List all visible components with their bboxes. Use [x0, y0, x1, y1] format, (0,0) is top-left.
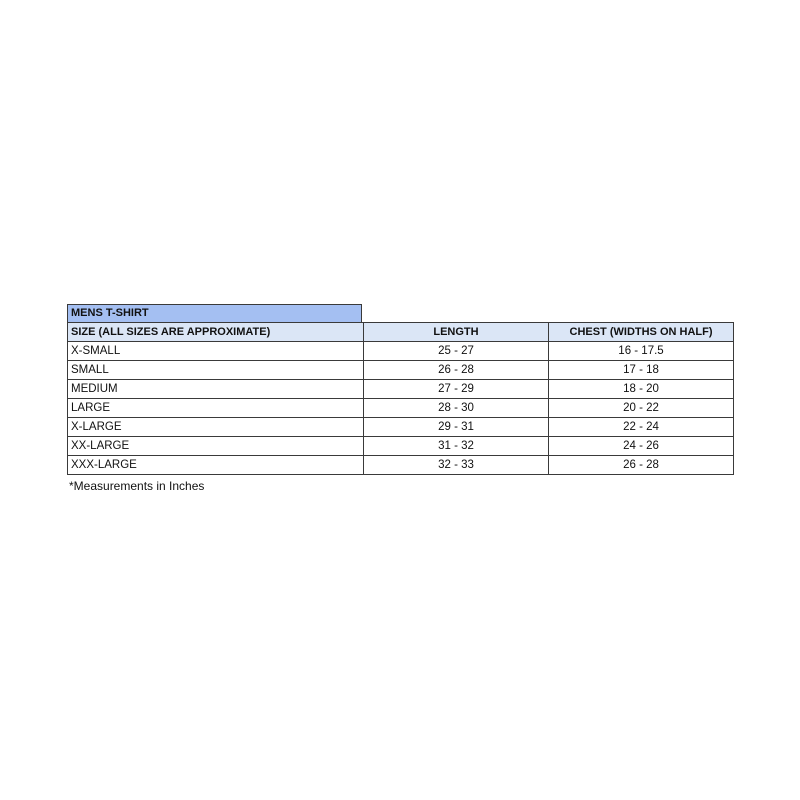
table-row	[68, 361, 734, 380]
size-cell: XX-LARGE	[68, 437, 364, 456]
column-header-chest: CHEST (WIDTHS ON HALF)	[549, 323, 734, 342]
table-row	[68, 399, 734, 418]
chest-cell: 16 - 17.5	[549, 342, 734, 361]
chest-cell: 20 - 22	[549, 399, 734, 418]
chest-cell: 26 - 28	[549, 456, 734, 475]
table-row	[68, 418, 734, 437]
table-row	[68, 380, 734, 399]
size-cell: X-SMALL	[68, 342, 364, 361]
column-header-size: SIZE (ALL SIZES ARE APPROXIMATE)	[68, 323, 364, 342]
length-cell: 31 - 32	[364, 437, 549, 456]
length-cell: 29 - 31	[364, 418, 549, 437]
chest-cell: 18 - 20	[549, 380, 734, 399]
table-row	[68, 342, 734, 361]
chest-cell: 17 - 18	[549, 361, 734, 380]
chest-cell: 22 - 24	[549, 418, 734, 437]
size-cell: XXX-LARGE	[68, 456, 364, 475]
length-cell: 25 - 27	[364, 342, 549, 361]
length-cell: 28 - 30	[364, 399, 549, 418]
size-cell: LARGE	[68, 399, 364, 418]
length-cell: 32 - 33	[364, 456, 549, 475]
table-row	[68, 456, 734, 475]
header-row	[68, 323, 734, 342]
length-cell: 26 - 28	[364, 361, 549, 380]
length-cell: 27 - 29	[364, 380, 549, 399]
size-cell: X-LARGE	[68, 418, 364, 437]
table-row	[68, 437, 734, 456]
size-chart	[67, 304, 733, 493]
measurement-footnote: *Measurements in Inches	[69, 479, 205, 493]
size-cell: MEDIUM	[68, 380, 364, 399]
chart-title: MENS T-SHIRT	[67, 304, 362, 322]
size-table	[67, 322, 734, 475]
column-header-length: LENGTH	[364, 323, 549, 342]
chest-cell: 24 - 26	[549, 437, 734, 456]
size-cell: SMALL	[68, 361, 364, 380]
